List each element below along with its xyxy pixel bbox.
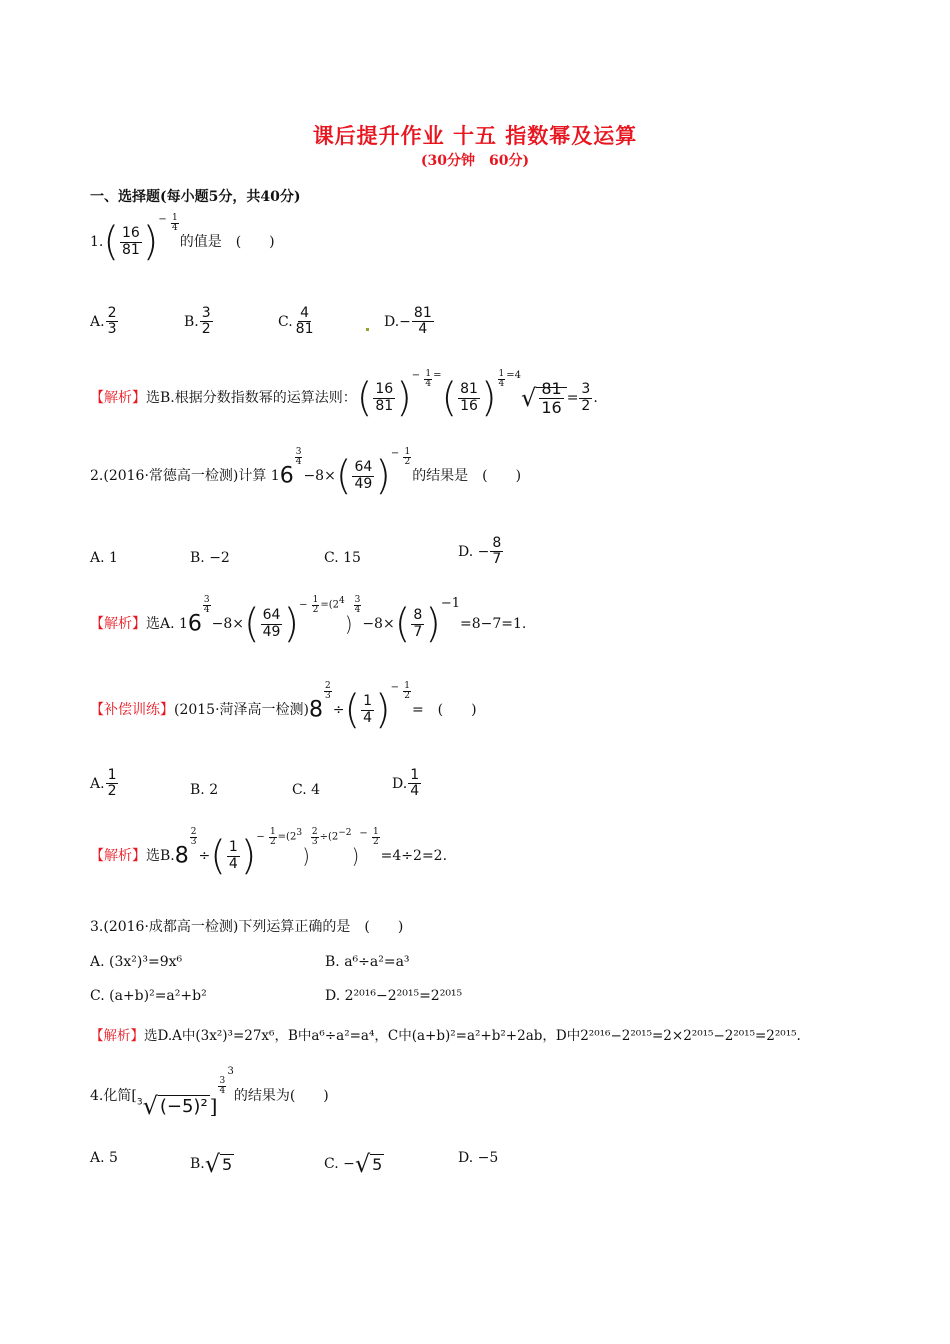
question-1-stem: 1.( $\frac{16}{81}$ )− $\frac{1}{4}$ 的值是 ( ) <box>90 213 275 265</box>
bc-option-a[interactable]: A. $\frac{1}{2}$ <box>90 767 117 800</box>
q2-analysis: 【解析】选A. 16 $\frac{3}{4}$ −8×( $\frac{64}{49}$ )− $\frac{1}{2}$ $=(2^4)$ $\frac{3}{4}$ −8×( $\frac{8}{7}$ )−1=8−7=1. <box>90 595 527 647</box>
q1-option-d[interactable]: D.− $\frac{81}{4}$ <box>384 305 432 338</box>
q4-option-a[interactable]: A. 5 <box>90 1150 118 1166</box>
bc-option-c[interactable]: C. 4 <box>292 782 321 798</box>
page-title: 课后提升作业 十五 指数幂及运算 <box>312 123 638 148</box>
compensation-tag: 【补偿训练】 <box>90 702 174 718</box>
q1-option-a[interactable]: A. $\frac{2}{3}$ <box>90 305 117 338</box>
bc-option-d[interactable]: D. $\frac{1}{4}$ <box>392 767 420 800</box>
stray-mark <box>366 328 369 331</box>
q1-option-c[interactable]: C. $\frac{4}{81}$ <box>278 305 314 338</box>
q4-option-d[interactable]: D. −5 <box>458 1150 499 1166</box>
q3-option-a[interactable]: A. (3x²)³=9x⁶ <box>90 954 183 970</box>
q1-root: √ $\frac{81}{16}$ <box>521 390 567 406</box>
q1-analysis: 【解析】选B.根据分数指数幂的运算法则：( $\frac{16}{81}$ )− $\frac{1}{4}$ =( $\frac{81}{16}$ ) $\frac{1}{4}$ =4√ $\frac{81}{16}$ = $\frac{3}{2}$ . <box>90 369 598 421</box>
question-3-stem: 3.(2016·成都高一检测)下列运算正确的是 ( ) <box>90 919 404 935</box>
q4-cube-root: $^3$√ (−5)² <box>136 1092 208 1120</box>
q2-option-d[interactable]: D. − $\frac{8}{7}$ <box>458 535 502 568</box>
q4-option-b[interactable]: B.√ 5 <box>190 1150 233 1178</box>
q2-option-a[interactable]: A. 1 <box>90 550 118 566</box>
bc-option-b[interactable]: B. 2 <box>190 782 219 798</box>
page-subtitle: (30分钟 60分) <box>420 153 530 169</box>
analysis-tag: 【解析】 <box>90 390 146 406</box>
q3-option-d[interactable]: D. 2²⁰¹⁶−2²⁰¹⁵=2²⁰¹⁵ <box>325 988 463 1004</box>
q3-option-b[interactable]: B. a⁶÷a²=a³ <box>325 954 410 970</box>
q1-option-b[interactable]: B. $\frac{3}{2}$ <box>184 305 211 338</box>
q1-base-fraction: $\frac{16}{81}$ <box>121 225 140 258</box>
q3-analysis: 【解析】选D.A中(3x²)³=27x⁶，B中a⁶÷a²=a⁴，C中(a+b)²=a²+b²+2ab，D中2²⁰¹⁶−2²⁰¹⁵=2×2²⁰¹⁵−2²⁰¹⁵=2²⁰¹⁵. <box>90 1028 801 1044</box>
question-4-stem: 4.化简[$^3$√ (−5)² ] 3 $\frac{3}{4}$ 的结果为( ) <box>90 1066 329 1120</box>
q1-exponent: − $\frac{1}{4}$ <box>158 213 178 234</box>
bc-analysis: 【解析】选B.8 $\frac{2}{3}$ ÷( $\frac{1}{4}$ )− $\frac{1}{2}$ $=(2^3)$ $\frac{2}{3}$ $\div(2^{-2})-$ $\frac{1}{2}$ =4÷2=2. <box>90 827 448 879</box>
q2-option-b[interactable]: B. −2 <box>190 550 230 566</box>
question-2-stem: 2.(2016·常德高一检测)计算 16 $\frac{3}{4}$ −8×( $\frac{64}{49}$ )− $\frac{1}{2}$ 的结果是 ( ) <box>90 447 522 499</box>
section-heading: 一、选择题(每小题5分，共40分) <box>90 189 301 205</box>
q3-option-c[interactable]: C. (a+b)²=a²+b² <box>90 988 207 1004</box>
q4-option-c[interactable]: C. −√ 5 <box>324 1150 383 1178</box>
compensation-question: 【补偿训练】(2015·菏泽高一检测)8 $\frac{2}{3}$ ÷( $\frac{1}{4}$ )− $\frac{1}{2}$ = ( ) <box>90 681 477 733</box>
q2-option-c[interactable]: C. 15 <box>324 550 361 566</box>
